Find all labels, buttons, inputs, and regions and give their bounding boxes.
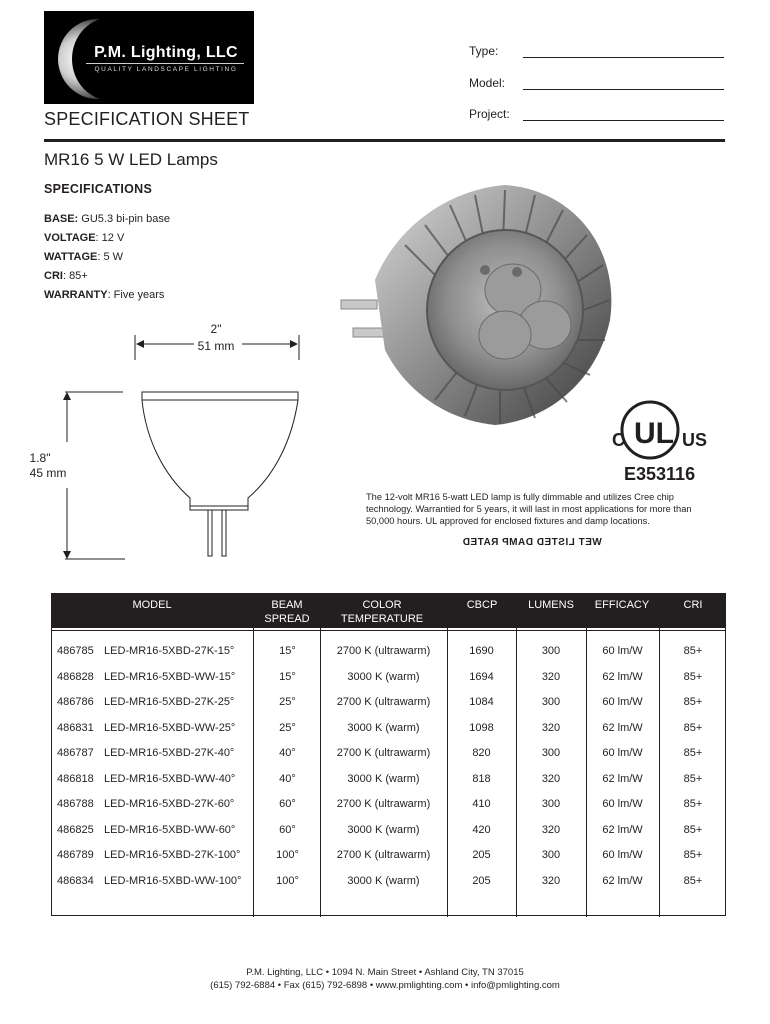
cell-lumens: 320	[541, 772, 561, 785]
cell-model: LED-MR16-5XBD-27K-25°	[104, 696, 235, 708]
cell-catalog-number: 486787	[57, 747, 94, 759]
height-mm: 45 mm	[29, 466, 67, 480]
spec-wattage: WATTAGE: 5 W	[44, 251, 124, 263]
cell-efficacy: 60 lm/W	[602, 696, 643, 708]
header-beam-spread: BEAM SPREAD	[264, 599, 310, 625]
cell-model: LED-MR16-5XBD-WW-100°	[104, 874, 242, 887]
cell-efficacy: 62 lm/W	[602, 670, 643, 683]
cell-efficacy: 60 lm/W	[602, 645, 643, 657]
cell-efficacy: 62 lm/W	[602, 772, 643, 785]
table-row	[52, 747, 725, 772]
cell-cri: 85+	[683, 645, 703, 657]
cell-model: LED-MR16-5XBD-WW-40°	[104, 772, 236, 785]
cell-model: LED-MR16-5XBD-27K-15°	[104, 645, 235, 657]
cell-beam-spread: 15°	[279, 670, 296, 683]
cell-color-temperature: 3000 K (warm)	[347, 772, 420, 785]
table-row	[52, 875, 725, 900]
header-model: MODEL	[132, 599, 172, 611]
ul-text: UL	[634, 417, 674, 450]
table-row	[52, 645, 725, 670]
table-header	[52, 594, 725, 628]
cell-beam-spread: 40°	[279, 747, 296, 759]
cell-catalog-number: 486786	[57, 696, 94, 708]
cell-catalog-number: 486831	[57, 721, 94, 734]
cell-cri: 85+	[683, 696, 703, 708]
model-field[interactable]	[523, 89, 724, 90]
header-efficacy: EFFICACY	[594, 599, 650, 611]
dimension-drawing	[20, 330, 320, 570]
cell-beam-spread: 40°	[279, 772, 296, 785]
cell-beam-spread: 25°	[279, 721, 296, 734]
cell-cri: 85+	[683, 670, 703, 683]
product-description: The 12-volt MR16 5-watt LED lamp is fully dimmable and utilizes Cree chip technology. Warrantied for 5 years, it will last in most applications for more than 50,000 hours. UL approved for enclosed fixtures and damp locations.	[366, 492, 692, 526]
cell-cbcp: 1690	[469, 645, 494, 657]
model-label: Model:	[469, 76, 506, 90]
cell-lumens: 320	[541, 823, 561, 836]
cell-beam-spread: 15°	[279, 645, 296, 657]
logo-tagline: QUALITY LANDSCAPE LIGHTING	[94, 66, 238, 73]
cell-cri: 85+	[683, 874, 703, 887]
cell-color-temperature: 2700 K (ultrawarm)	[336, 849, 431, 861]
cell-catalog-number: 486818	[57, 772, 94, 785]
cell-color-temperature: 3000 K (warm)	[347, 874, 420, 887]
product-title: MR16 5 W LED Lamps	[44, 150, 218, 169]
cell-cri: 85+	[683, 772, 703, 785]
cell-beam-spread: 60°	[279, 823, 296, 836]
table-row	[52, 798, 725, 823]
cell-cri: 85+	[683, 798, 703, 810]
cell-beam-spread: 60°	[279, 798, 296, 810]
cell-model: LED-MR16-5XBD-WW-60°	[104, 823, 236, 836]
lamp-photo	[335, 150, 625, 440]
cell-cri: 85+	[683, 849, 703, 861]
cell-efficacy: 60 lm/W	[602, 798, 643, 810]
height-inches: 1.8"	[29, 451, 51, 465]
cell-efficacy: 62 lm/W	[602, 721, 643, 734]
header-cbcp: CBCP	[466, 599, 498, 611]
cell-catalog-number: 486825	[57, 823, 94, 836]
cell-cbcp: 205	[472, 874, 491, 887]
cell-cbcp: 1694	[469, 670, 494, 683]
cell-color-temperature: 3000 K (warm)	[347, 823, 420, 836]
cell-cri: 85+	[683, 721, 703, 734]
sheet-title: SPECIFICATION SHEET	[44, 109, 250, 129]
spec-cri: CRI: 85+	[44, 270, 88, 282]
header-divider	[44, 139, 725, 142]
specification-table	[51, 593, 726, 916]
cell-efficacy: 60 lm/W	[602, 747, 643, 759]
table-row	[52, 849, 725, 874]
footer-address: P.M. Lighting, LLC • 1094 N. Main Street • Ashland City, TN 37015	[246, 967, 524, 978]
type-label: Type:	[469, 44, 499, 58]
cell-cbcp: 1098	[469, 721, 494, 734]
cell-cbcp: 1084	[469, 696, 494, 708]
cell-catalog-number: 486788	[57, 798, 94, 810]
logo-brand: P.M. Lighting, LLC	[94, 44, 238, 61]
cell-catalog-number: 486789	[57, 849, 94, 861]
header-lumens: LUMENS	[528, 599, 574, 611]
cell-catalog-number: 486834	[57, 874, 94, 887]
cell-color-temperature: 2700 K (ultrawarm)	[336, 645, 431, 657]
cell-color-temperature: 2700 K (ultrawarm)	[336, 747, 431, 759]
table-row	[52, 671, 725, 696]
cell-lumens: 300	[541, 798, 561, 810]
width-inches: 2"	[210, 322, 222, 336]
spec-base: BASE: GU5.3 bi-pin base	[44, 213, 170, 225]
cell-beam-spread: 100°	[276, 874, 299, 887]
cell-lumens: 300	[541, 645, 561, 657]
ul-listed-mark	[612, 398, 722, 488]
cell-model: LED-MR16-5XBD-WW-25°	[104, 721, 236, 734]
project-field[interactable]	[523, 120, 724, 121]
cell-cbcp: 410	[472, 798, 491, 810]
ul-c: C	[612, 430, 625, 450]
footer-contact: (615) 792-6884 • Fax (615) 792-6898 • www.pmlighting.com • info@pmlighting.com	[210, 980, 560, 991]
type-field[interactable]	[523, 57, 724, 58]
specs-heading: SPECIFICATIONS	[44, 182, 153, 196]
cell-lumens: 300	[541, 849, 561, 861]
cell-model: LED-MR16-5XBD-27K-40°	[104, 747, 235, 759]
cell-lumens: 320	[541, 670, 561, 683]
header-color-temperature: COLOR TEMPERATURE	[340, 599, 424, 625]
cell-model: LED-MR16-5XBD-27K-60°	[104, 798, 235, 810]
table-row	[52, 824, 725, 849]
cell-cbcp: 820	[472, 747, 491, 759]
table-row	[52, 722, 725, 747]
cell-model: LED-MR16-5XBD-27K-100°	[104, 849, 241, 861]
mirrored-rating-text: WET LISTED DAMP RATED	[462, 537, 602, 548]
cell-lumens: 300	[541, 696, 561, 708]
cell-cri: 85+	[683, 823, 703, 836]
cell-cri: 85+	[683, 747, 703, 759]
cell-color-temperature: 2700 K (ultrawarm)	[336, 696, 431, 708]
cell-cbcp: 818	[472, 772, 491, 785]
cell-color-temperature: 3000 K (warm)	[347, 670, 420, 683]
cell-lumens: 300	[541, 747, 561, 759]
ul-file-number: E353116	[624, 464, 696, 484]
cell-lumens: 320	[541, 874, 561, 887]
cell-catalog-number: 486828	[57, 670, 94, 683]
spec-warranty: WARRANTY: Five years	[44, 289, 165, 301]
cell-cbcp: 420	[472, 823, 491, 836]
cell-beam-spread: 100°	[276, 849, 299, 861]
cell-color-temperature: 3000 K (warm)	[347, 721, 420, 734]
cell-color-temperature: 2700 K (ultrawarm)	[336, 798, 431, 810]
table-row	[52, 773, 725, 798]
cell-efficacy: 62 lm/W	[602, 874, 643, 887]
cell-cbcp: 205	[472, 849, 491, 861]
cell-model: LED-MR16-5XBD-WW-15°	[104, 670, 236, 683]
cell-lumens: 320	[541, 721, 561, 734]
project-label: Project:	[469, 107, 510, 121]
cell-efficacy: 62 lm/W	[602, 823, 643, 836]
company-logo	[44, 11, 254, 104]
cell-efficacy: 60 lm/W	[602, 849, 643, 861]
cell-beam-spread: 25°	[279, 696, 296, 708]
ul-us: US	[682, 430, 708, 450]
header-cri: CRI	[683, 599, 703, 611]
spec-voltage: VOLTAGE: 12 V	[44, 232, 125, 244]
width-mm: 51 mm	[197, 339, 235, 353]
cell-catalog-number: 486785	[57, 645, 94, 657]
footer	[0, 966, 770, 992]
table-row	[52, 696, 725, 721]
